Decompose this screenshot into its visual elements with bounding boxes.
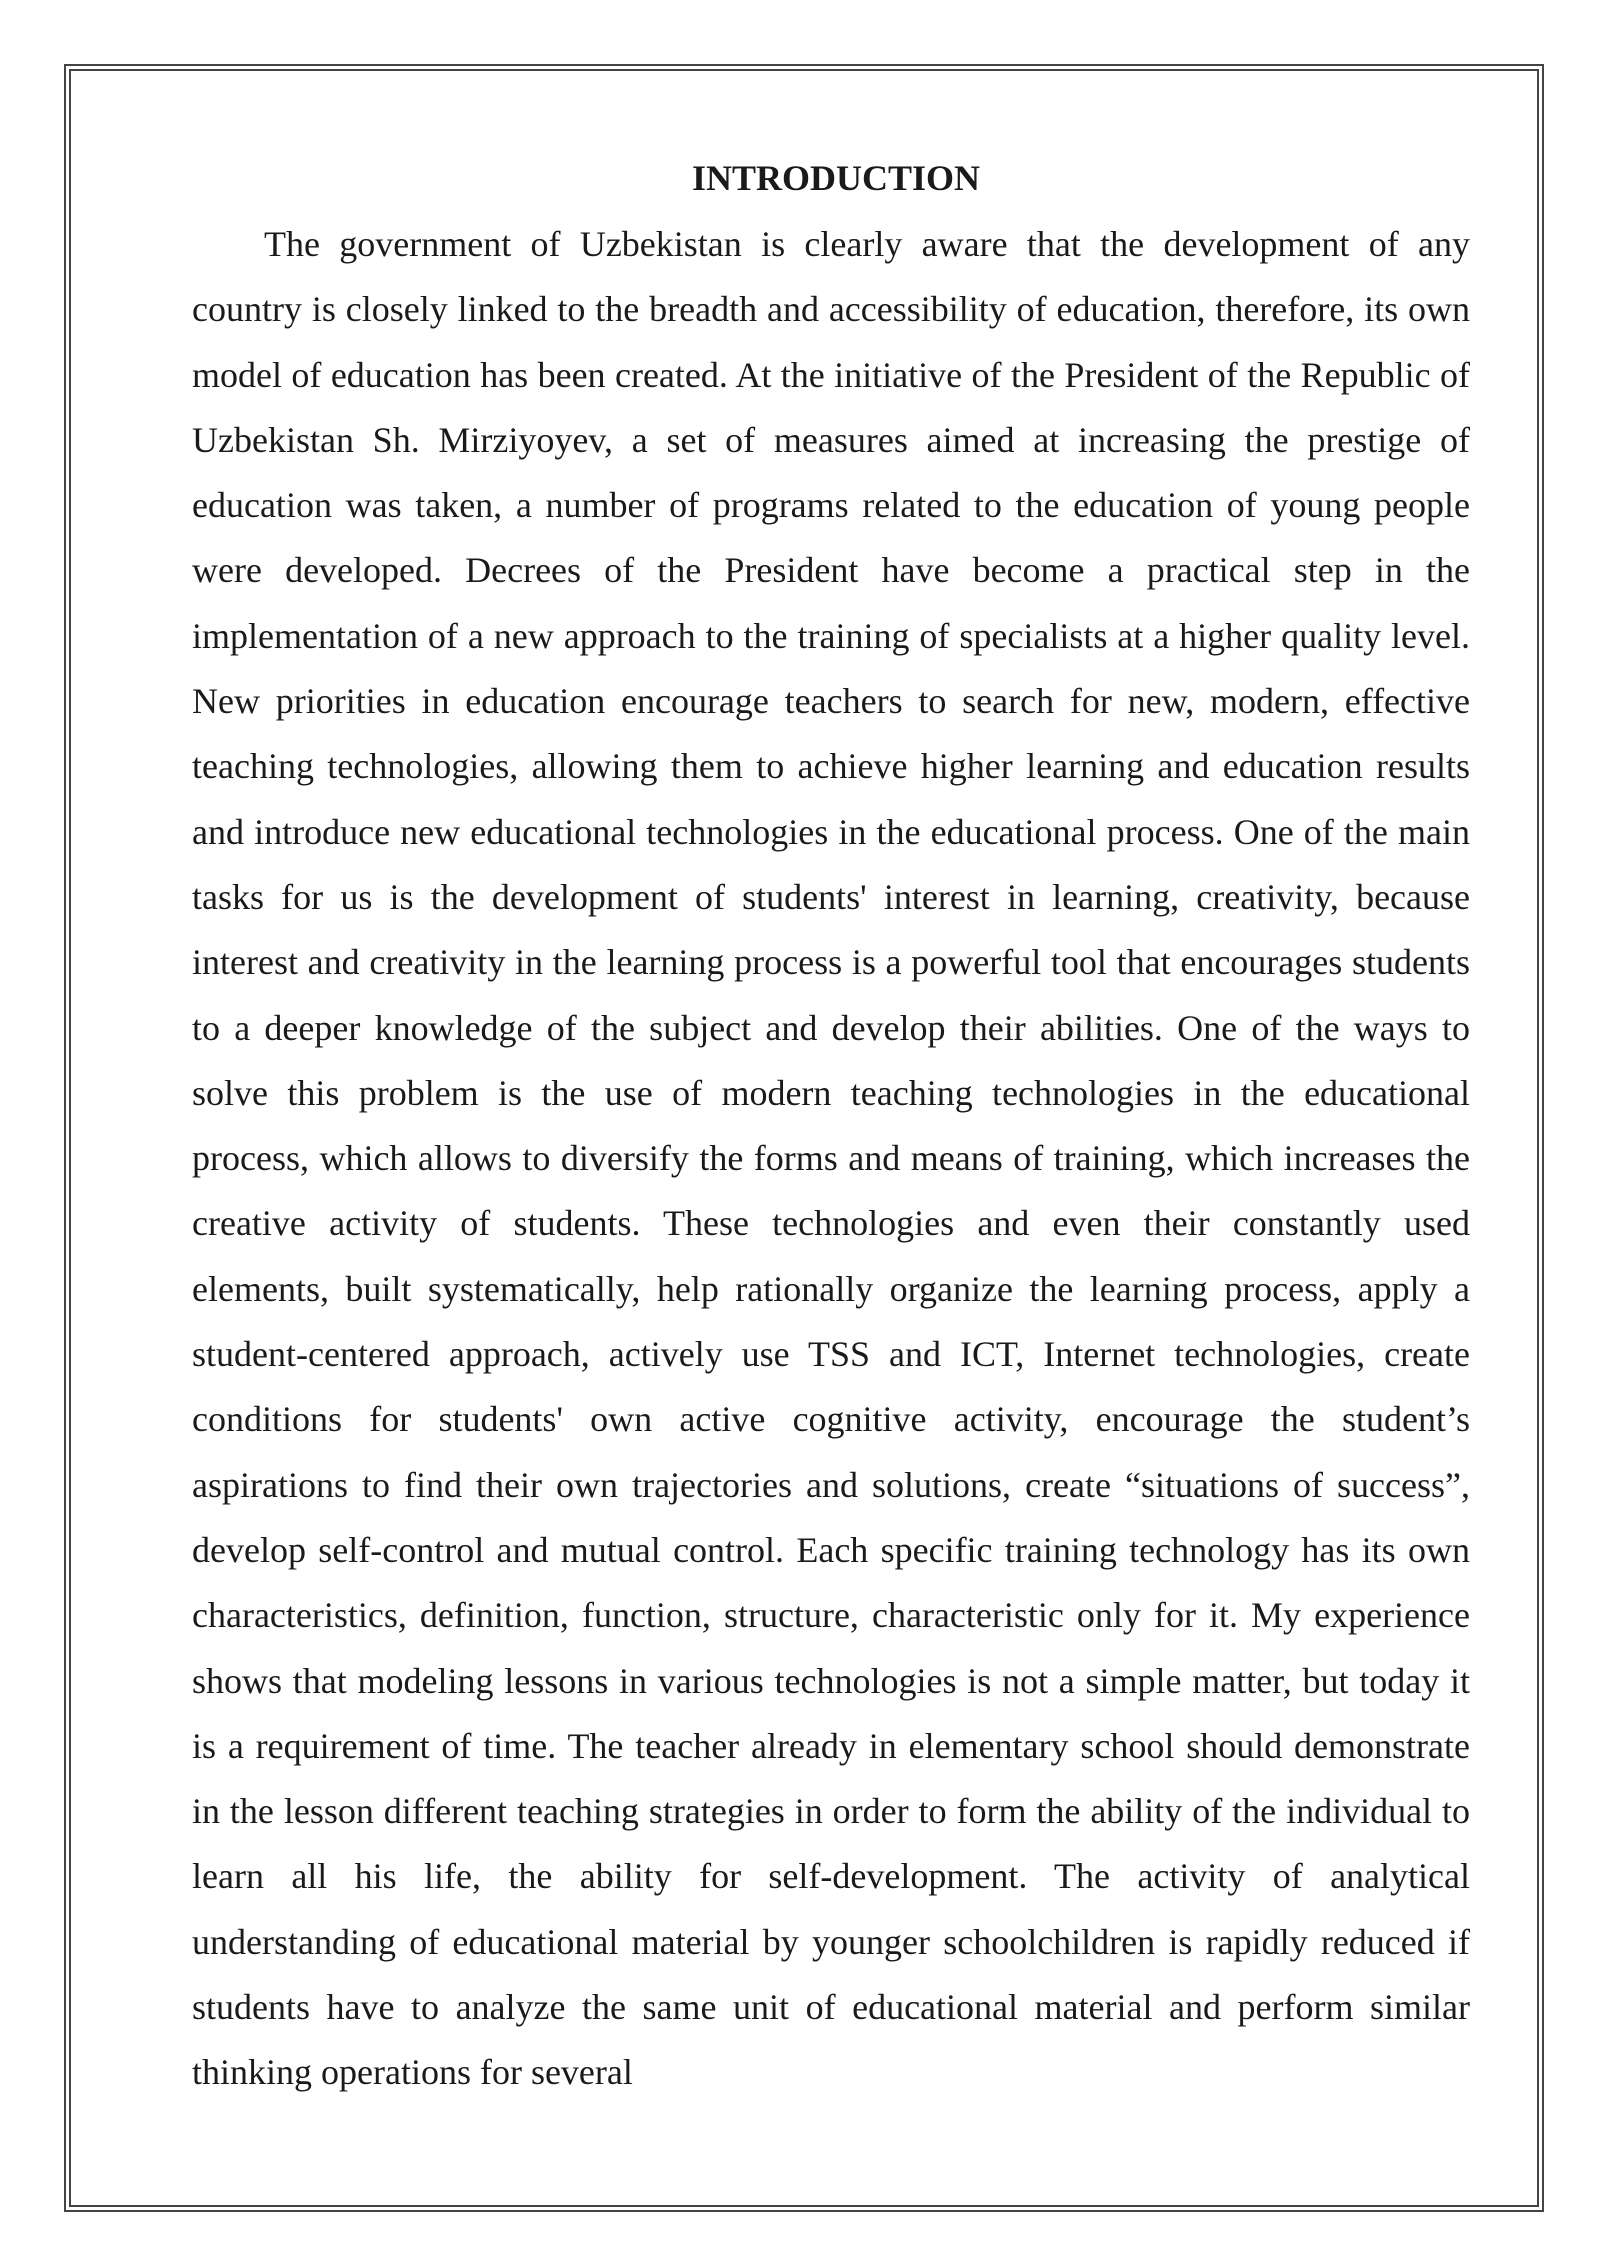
body-paragraph: The government of Uzbekistan is clearly aware that the development of any country is closely linked to the breadth and accessibility of education, therefore, its own model of education has been created. At the initiative of the President of the Republic of Uzbekistan Sh. Mirziyoyev, a set of measures aimed at increasing the prestige of education was taken, a number of programs related to the education of young people were developed. Decrees of the President have become a practical step in the implementation of a new approach to the training of specialists at a higher quality level. New priorities in education encourage teachers to search for new, modern, effective teaching technologies, allowing them to achieve higher learning and education results and introduce new educational technologies in the educational process. One of the main tasks for us is the development of students' interest in learning, creativity, because interest and creativity in the learning process is a powerful tool that encourages students to a deeper knowledge of the subject and develop their abilities. One of the ways to solve this problem is the use of modern teaching technologies in the educational process, which allows to diversify the forms and means of training, which increases the creative activity of students. These technologies and even their constantly used elements, built systematically, help rationally organize the learning process, apply a student-centered approach, actively use TSS and ICT, Internet technologies, create conditions for students' own active cognitive activity, encourage the student’s aspirations to find their own trajectories and solutions, create “situations of success”, develop self-control and mutual control. Each specific training technology has its own characteristics, definition, function, structure, characteristic only for it. My experience shows that modeling lessons in various technologies is not a simple matter, but today it is a requirement of time. The teacher already in elementary school should demonstrate in the lesson different teaching strategies in order to form the ability of the individual to learn all his life, the ability for self-development. The activity of analytical understanding of educational material by younger schoolchildren is rapidly reduced if students have to analyze the same unit of educational material and perform similar thinking operations for several bbox=[192, 224, 1470, 2093]
section-heading: INTRODUCTION bbox=[691, 158, 981, 198]
page-content bbox=[192, 148, 1470, 2106]
